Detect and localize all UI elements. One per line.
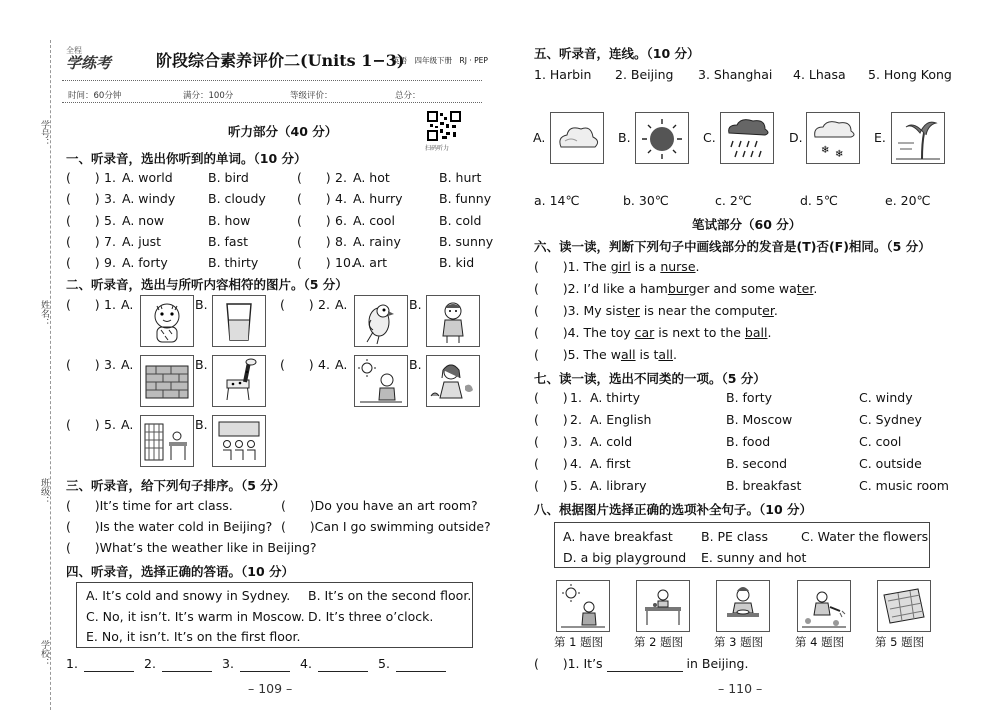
sec7-number: 2. xyxy=(570,412,582,427)
sec1-number: 4. xyxy=(335,191,347,206)
scene-icon xyxy=(637,581,689,631)
sec7-option-c: C. music room xyxy=(859,478,949,493)
sec2-paren[interactable]: ( ) xyxy=(280,297,314,312)
sec8-pic-label: 第 3 题图 xyxy=(714,635,764,649)
sec4-option: D. It’s three o’clock. xyxy=(308,609,434,624)
sec8-pic xyxy=(716,580,770,632)
sec7-paren[interactable]: ( ) xyxy=(534,456,568,471)
sec8-title: 八、根据图片选择正确的选项补全句子。（10 分） xyxy=(534,502,812,517)
sec1-option-b: B. kid xyxy=(439,255,475,270)
sec7-option-b: B. food xyxy=(726,434,771,449)
sec4-answer-blank[interactable] xyxy=(378,656,446,672)
sec5-city: 2. Beijing xyxy=(615,67,674,82)
sec7-option-b: B. Moscow xyxy=(726,412,793,427)
sec7-paren[interactable]: ( ) xyxy=(534,390,568,405)
sec5-temperature: a. 14℃ xyxy=(534,193,580,208)
svg-text:❄: ❄ xyxy=(821,145,830,156)
info-top-rule xyxy=(62,80,482,81)
sec4-blank-line[interactable] xyxy=(240,656,290,672)
sec2-paren[interactable]: ( ) xyxy=(66,357,100,372)
sec7-paren[interactable]: ( ) xyxy=(534,412,568,427)
sec2-pic-b xyxy=(212,415,266,467)
sec8-option: D. a big playground xyxy=(563,550,687,565)
sec6-item xyxy=(534,303,778,318)
sec1-number: 8. xyxy=(335,234,347,249)
sec2-pic-b xyxy=(212,355,266,407)
sec1-option-a: A. world xyxy=(122,170,173,185)
scene-icon xyxy=(557,581,609,631)
listening-header: 听力部分（40 分） xyxy=(228,124,338,139)
underlined-part: all xyxy=(658,347,674,362)
sec7-option-c: C. outside xyxy=(859,456,922,471)
sec4-blank-number: 5. xyxy=(378,656,390,671)
sec4-answer-blank[interactable] xyxy=(66,656,134,672)
scene-icon xyxy=(798,581,850,631)
sec4-option: B. It’s on the second floor. xyxy=(308,588,472,603)
written-header: 笔试部分（60 分） xyxy=(692,217,802,232)
total-info: 总分： xyxy=(395,91,421,101)
rain-icon xyxy=(721,113,773,163)
sentence-part: 4. The toy xyxy=(567,325,635,340)
brand-line2: 学练考 xyxy=(66,54,112,72)
sec1-number: 7. xyxy=(104,234,116,249)
sec1-paren[interactable]: ( ) xyxy=(297,255,331,270)
sec1-option-b: B. funny xyxy=(439,191,492,206)
sec4-blank-number: 3. xyxy=(222,656,234,671)
sec8-option: C. Water the flowers xyxy=(801,529,929,544)
sec2-label-a: A. xyxy=(335,357,348,372)
sec5-city: 1. Harbin xyxy=(534,67,592,82)
water-glass-icon xyxy=(213,296,265,346)
scene-icon xyxy=(878,581,930,631)
sec4-blank-line[interactable] xyxy=(84,656,134,672)
sec4-blank-line[interactable] xyxy=(318,656,368,672)
sec8-option: A. have breakfast xyxy=(563,529,673,544)
sec6-item xyxy=(534,281,817,296)
name-label: 姓名： xyxy=(39,300,49,327)
scene-icon xyxy=(717,581,769,631)
sec5-pic-label: C. xyxy=(703,130,716,145)
sentence-part: 3. My sist xyxy=(567,303,628,318)
sec1-number: 10. xyxy=(335,255,355,270)
sec4-blank-line[interactable] xyxy=(396,656,446,672)
sec1-number: 9. xyxy=(104,255,116,270)
sec7-title: 七、读一读，选出不同类的一项。（5 分） xyxy=(534,371,766,386)
sec8-pic-label: 第 1 题图 xyxy=(554,635,604,649)
sec4-option: A. It’s cold and snowy in Sydney. xyxy=(86,588,291,603)
sec1-option-a: A. hurry xyxy=(353,191,403,206)
sec8-option: B. PE class xyxy=(701,529,768,544)
sec7-number: 5. xyxy=(570,478,582,493)
sec4-blank-number: 1. xyxy=(66,656,78,671)
sec2-label-b: B. xyxy=(409,297,422,312)
sec5-city: 3. Shanghai xyxy=(698,67,773,82)
sec1-option-a: A. just xyxy=(122,234,162,249)
q1-post: in Beijing. xyxy=(686,656,749,671)
sec1-paren[interactable]: ( ) xyxy=(66,234,100,249)
sec2-paren[interactable]: ( ) xyxy=(66,297,100,312)
sec5-pic xyxy=(891,112,945,164)
sec6-item xyxy=(534,259,700,274)
sec8-pic xyxy=(556,580,610,632)
sec7-option-a: A. cold xyxy=(590,434,633,449)
sentence-part: is next to the xyxy=(654,325,745,340)
sec1-paren[interactable]: ( ) xyxy=(297,191,331,206)
sec3-text: Do you have an art room? xyxy=(314,498,478,513)
sec4-answer-blank[interactable] xyxy=(144,656,212,672)
snow-icon xyxy=(807,113,859,163)
sec5-pic-label: D. xyxy=(789,130,803,145)
sec8-pic-label: 第 5 题图 xyxy=(875,635,925,649)
sec2-pic-b xyxy=(426,355,480,407)
sec1-option-b: B. cloudy xyxy=(208,191,266,206)
sec1-option-a: A. cool xyxy=(353,213,395,228)
sec8-option: E. sunny and hot xyxy=(701,550,807,565)
sec3-text: What’s the weather like in Beijing? xyxy=(99,540,317,555)
sec7-option-b: B. second xyxy=(726,456,788,471)
sec1-option-a: A. art xyxy=(353,255,387,270)
sec5-pic xyxy=(806,112,860,164)
sec5-pic xyxy=(635,112,689,164)
sec1-number: 2. xyxy=(335,170,347,185)
sun-icon xyxy=(636,113,688,163)
qr-code-icon[interactable] xyxy=(426,110,462,142)
sec1-title: 一、听录音，选出你听到的单词。（10 分） xyxy=(66,151,307,166)
sec6-paren[interactable]: ( ) xyxy=(534,347,568,362)
sec4-blank-line[interactable] xyxy=(162,656,212,672)
class-icon xyxy=(213,416,265,466)
sec2-number: 3. xyxy=(104,357,116,372)
library-icon xyxy=(141,416,193,466)
sec1-option-b: B. sunny xyxy=(439,234,494,249)
sec2-pic-a xyxy=(140,355,194,407)
cloud-icon xyxy=(551,113,603,163)
sec6-paren[interactable]: ( ) xyxy=(534,281,568,296)
sec1-paren[interactable]: ( ) xyxy=(297,234,331,249)
sec1-option-b: B. fast xyxy=(208,234,248,249)
q1-pre: 1. It’s xyxy=(567,656,603,671)
sec4-answer-blank[interactable] xyxy=(300,656,368,672)
sec3-title: 三、听录音，给下列句子排序。（5 分） xyxy=(66,478,286,493)
underlined-part: all xyxy=(620,347,636,362)
sec2-paren[interactable]: ( ) xyxy=(66,417,100,432)
sec4-answer-blank[interactable] xyxy=(222,656,290,672)
sec7-number: 1. xyxy=(570,390,582,405)
sec2-number: 2. xyxy=(318,297,330,312)
sec6-title: 六、读一读，判断下列句子中画线部分的发音是(T)否(F)相同。（5 分） xyxy=(534,239,931,254)
sec2-pic-a xyxy=(354,355,408,407)
sec1-number: 6. xyxy=(335,213,347,228)
underlined-part: bur xyxy=(667,281,689,296)
sec5-city: 5. Hong Kong xyxy=(868,67,952,82)
sentence-part: 2. I’d like a ham xyxy=(567,281,668,296)
sec5-pic-label: A. xyxy=(533,130,546,145)
grade-info: 等级评价： xyxy=(290,91,333,101)
sec7-number: 3. xyxy=(570,434,582,449)
sec6-paren[interactable]: ( ) xyxy=(534,303,568,318)
sec5-temperature: b. 30℃ xyxy=(623,193,669,208)
sec7-option-c: C. Sydney xyxy=(859,412,922,427)
sec7-paren[interactable]: ( ) xyxy=(534,478,568,493)
sec2-label-b: B. xyxy=(195,357,208,372)
parrot-icon xyxy=(355,296,407,346)
tiger-icon xyxy=(141,296,193,346)
boy-in-sun-icon xyxy=(355,356,407,406)
sec2-pic-b xyxy=(212,295,266,347)
sec7-option-b: B. forty xyxy=(726,390,773,405)
sentence-part: . xyxy=(813,281,818,296)
sentence-part: is t xyxy=(635,347,659,362)
sec2-pic-a xyxy=(140,295,194,347)
sec5-pic xyxy=(720,112,774,164)
sec7-option-c: C. windy xyxy=(859,390,913,405)
sec1-paren[interactable]: ( ) xyxy=(66,255,100,270)
brand-line1: 全程 xyxy=(66,46,82,55)
sentence-part: is a xyxy=(630,259,661,274)
sec4-blank-number: 4. xyxy=(300,656,312,671)
title-suffix: 英语 四年级下册 RJ · PEP xyxy=(392,56,488,65)
page-number-right: – 110 – xyxy=(718,681,763,696)
sentence-part: 1. The xyxy=(567,259,611,274)
sec1-option-b: B. hurt xyxy=(439,170,482,185)
sec5-pic-label: B. xyxy=(618,130,631,145)
underlined-part: ball xyxy=(744,325,768,340)
sec1-paren[interactable]: ( ) xyxy=(297,213,331,228)
giraffe-icon xyxy=(213,356,265,406)
sec8-pic xyxy=(877,580,931,632)
girl-outside-icon xyxy=(427,356,479,406)
underlined-part: nurse xyxy=(660,259,696,274)
sec1-paren[interactable]: ( ) xyxy=(66,191,100,206)
sec1-number: 1. xyxy=(104,170,116,185)
sec3-item: ( )What’s the weather like in Beijing? xyxy=(66,540,317,555)
sec7-option-a: A. English xyxy=(590,412,652,427)
sec2-pic-a xyxy=(354,295,408,347)
sec2-label-b: B. xyxy=(195,297,208,312)
school-label: 学校： xyxy=(39,640,49,667)
sentence-part: . xyxy=(695,259,700,274)
sec8-pic xyxy=(636,580,690,632)
sec2-pic-a xyxy=(140,415,194,467)
sec1-option-a: A. hot xyxy=(353,170,390,185)
sec3-item: ( )Is the water cold in Beijing? xyxy=(66,519,273,534)
sec4-blank-number: 2. xyxy=(144,656,156,671)
sec5-title: 五、听录音，连线。（10 分） xyxy=(534,46,700,61)
sec7-option-a: A. first xyxy=(590,456,631,471)
sec5-temperature: d. 5℃ xyxy=(800,193,838,208)
sec3-item: ( )It’s time for art class. xyxy=(66,498,233,513)
sec2-label-a: A. xyxy=(121,297,134,312)
sec7-option-b: B. breakfast xyxy=(726,478,802,493)
underlined-part: er xyxy=(627,303,640,318)
sec2-paren[interactable]: ( ) xyxy=(280,357,314,372)
sec7-option-a: A. thirty xyxy=(590,390,641,405)
page-title: 阶段综合素养评价二(Units 1−3) xyxy=(156,51,405,70)
brick-wall-icon xyxy=(141,356,193,406)
sec1-option-b: B. bird xyxy=(208,170,249,185)
brand-logo xyxy=(66,46,111,71)
student-number-label: 学号： xyxy=(39,120,49,147)
sec7-option-a: A. library xyxy=(590,478,647,493)
sec2-label-a: A. xyxy=(121,357,134,372)
sec2-pic-b xyxy=(426,295,480,347)
sec1-paren[interactable]: ( ) xyxy=(66,213,100,228)
q1-blank[interactable] xyxy=(607,656,683,672)
sec4-option: C. No, it isn’t. It’s warm in Moscow. xyxy=(86,609,305,624)
sec5-city: 4. Lhasa xyxy=(793,67,846,82)
sec5-temperature: e. 20℃ xyxy=(885,193,931,208)
sentence-part: is near the comput xyxy=(639,303,763,318)
sec1-option-a: A. windy xyxy=(122,191,176,206)
score-info: 满分：100分 xyxy=(183,91,234,101)
underlined-part: ter xyxy=(796,281,814,296)
sec2-number: 1. xyxy=(104,297,116,312)
sec2-number: 4. xyxy=(318,357,330,372)
sec2-label-b: B. xyxy=(409,357,422,372)
svg-text:❄: ❄ xyxy=(835,149,844,160)
sec2-label-a: A. xyxy=(335,297,348,312)
sec1-option-a: A. forty xyxy=(122,255,168,270)
sec6-paren[interactable]: ( ) xyxy=(534,325,568,340)
sec1-option-b: B. cold xyxy=(439,213,482,228)
sec4-title: 四、听录音，选择正确的答语。（10 分） xyxy=(66,564,294,579)
sec2-label-b: B. xyxy=(195,417,208,432)
info-bottom-rule xyxy=(62,102,482,103)
sec7-paren[interactable]: ( ) xyxy=(534,434,568,449)
sec1-number: 3. xyxy=(104,191,116,206)
sec1-option-b: B. how xyxy=(208,213,251,228)
sec1-number: 5. xyxy=(104,213,116,228)
class-label: 班级： xyxy=(39,478,49,505)
sec7-option-c: C. cool xyxy=(859,434,902,449)
sec3-item: ( )Can I go swimming outside? xyxy=(281,519,491,534)
underlined-part: car xyxy=(634,325,655,340)
qr-label: 扫码听力 xyxy=(425,145,450,152)
sentence-part: ger and some wa xyxy=(688,281,797,296)
sec2-label-a: A. xyxy=(121,417,134,432)
sec2-title: 二、听录音，选出与所听内容相符的图片。（5 分） xyxy=(66,277,348,292)
sec3-text: It’s time for art class. xyxy=(99,498,233,513)
sentence-part: . xyxy=(673,347,677,362)
sec1-option-b: B. thirty xyxy=(208,255,259,270)
sec4-option: E. No, it isn’t. It’s on the first floor. xyxy=(86,629,301,644)
boy-icon xyxy=(427,296,479,346)
sec1-paren[interactable]: ( ) xyxy=(297,170,331,185)
time-info: 时间：60分钟 xyxy=(68,91,122,101)
sec1-option-a: A. now xyxy=(122,213,165,228)
sentence-part: . xyxy=(767,325,772,340)
sec8-pic xyxy=(797,580,851,632)
sec6-item xyxy=(534,347,677,362)
sec1-paren[interactable]: ( ) xyxy=(66,170,100,185)
wind-icon xyxy=(892,113,944,163)
sec8-pic-label: 第 2 题图 xyxy=(634,635,684,649)
sec6-item xyxy=(534,325,771,340)
sec3-text: Can I go swimming outside? xyxy=(314,519,491,534)
sentence-part: 5. The w xyxy=(567,347,621,362)
sec8-question-1: ( )1. It’s in Beijing. xyxy=(534,656,749,671)
sec5-pic xyxy=(550,112,604,164)
page-number-left: – 109 – xyxy=(248,681,293,696)
sec6-paren[interactable]: ( ) xyxy=(534,259,568,274)
underlined-part: er xyxy=(762,303,774,318)
sentence-part: . xyxy=(773,303,778,318)
sec5-pic-label: E. xyxy=(874,130,886,145)
sec3-item: ( )Do you have an art room? xyxy=(281,498,478,513)
sec2-number: 5. xyxy=(104,417,116,432)
sec5-temperature: c. 2℃ xyxy=(715,193,752,208)
underlined-part: girl xyxy=(610,259,631,274)
sec7-number: 4. xyxy=(570,456,582,471)
sec8-pic-label: 第 4 题图 xyxy=(795,635,845,649)
sec1-option-a: A. rainy xyxy=(353,234,401,249)
sec3-text: Is the water cold in Beijing? xyxy=(99,519,273,534)
